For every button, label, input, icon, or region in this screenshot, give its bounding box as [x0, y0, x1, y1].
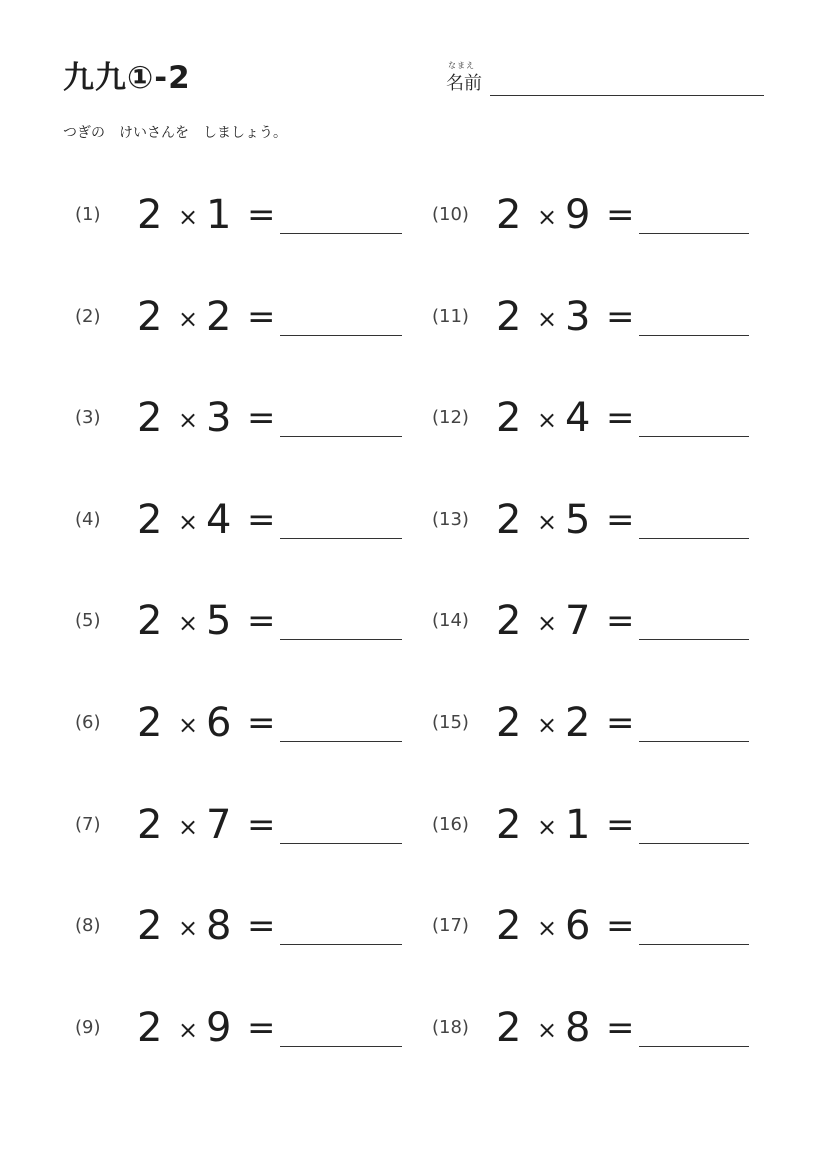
problem-multiplicand: 2 [496, 903, 522, 950]
equals-sign: = [606, 906, 635, 947]
equals-sign: = [247, 1007, 276, 1048]
problem-number: (13) [432, 508, 469, 530]
equals-sign: = [247, 398, 276, 439]
problem-item [434, 292, 764, 342]
equals-sign: = [606, 398, 635, 439]
answer-line[interactable] [280, 1046, 402, 1047]
problem-multiplier: 9 [565, 192, 591, 238]
instruction-text: つぎの けいさんを しましょう。 [63, 125, 287, 141]
name-label: 名前 [446, 73, 482, 94]
equals-sign: = [606, 1007, 635, 1048]
problem-multiplier: 1 [206, 192, 232, 238]
answer-line[interactable] [280, 233, 402, 234]
problem-item [75, 292, 405, 342]
multiply-sign: × [178, 203, 199, 231]
problem-number: (16) [432, 813, 469, 835]
problem-multiplicand: 2 [137, 395, 163, 442]
answer-line[interactable] [639, 233, 749, 234]
problem-multiplicand: 2 [137, 293, 163, 340]
problem-item [75, 698, 405, 748]
problem-number: (18) [432, 1016, 469, 1038]
equals-sign: = [247, 601, 276, 642]
multiply-sign: × [537, 203, 558, 231]
answer-line[interactable] [639, 843, 749, 844]
multiply-sign: × [537, 304, 558, 333]
equals-sign: = [247, 906, 276, 947]
answer-line[interactable] [639, 335, 749, 336]
equals-sign: = [606, 296, 635, 337]
problem-multiplicand: 2 [496, 192, 522, 238]
problem-number: (14) [432, 610, 469, 632]
problem-item [434, 495, 764, 545]
multiply-sign: × [178, 812, 199, 841]
equals-sign: = [247, 195, 276, 235]
problem-multiplier: 8 [206, 903, 232, 950]
multiply-sign: × [537, 711, 558, 739]
problem-multiplicand: 2 [496, 598, 522, 645]
answer-line[interactable] [280, 538, 402, 539]
problem-multiplier: 3 [565, 293, 591, 340]
problem-number: (12) [432, 407, 469, 429]
answer-line[interactable] [639, 741, 749, 742]
equals-sign: = [247, 703, 276, 743]
problem-item [75, 596, 405, 646]
answer-line[interactable] [639, 944, 749, 945]
problem-number: (2) [75, 305, 101, 327]
problem-number: (5) [75, 610, 101, 632]
problem-item [75, 901, 405, 951]
multiply-sign: × [178, 1015, 199, 1044]
equals-sign: = [247, 296, 276, 337]
multiply-sign: × [178, 711, 199, 739]
problem-item [75, 800, 405, 850]
multiply-sign: × [537, 1015, 558, 1044]
problem-item [434, 901, 764, 951]
equals-sign: = [606, 804, 635, 845]
multiply-sign: × [178, 914, 199, 943]
problem-number: (3) [75, 407, 101, 429]
problem-multiplicand: 2 [496, 395, 522, 442]
equals-sign: = [606, 499, 635, 540]
name-write-line[interactable] [490, 95, 764, 96]
problem-multiplicand: 2 [137, 192, 163, 238]
problem-multiplier: 4 [565, 395, 591, 442]
problem-item [434, 393, 764, 443]
problem-item [434, 596, 764, 646]
problem-multiplier: 1 [565, 801, 591, 848]
problem-multiplier: 7 [565, 598, 591, 645]
multiply-sign: × [537, 812, 558, 841]
equals-sign: = [606, 703, 635, 743]
problem-multiplicand: 2 [137, 496, 163, 543]
problem-item [434, 190, 764, 240]
answer-line[interactable] [280, 944, 402, 945]
name-ruby: なまえ [448, 61, 475, 70]
problem-multiplier: 7 [206, 801, 232, 848]
answer-line[interactable] [639, 538, 749, 539]
answer-line[interactable] [280, 436, 402, 437]
problem-multiplier: 5 [206, 598, 232, 645]
problem-item [75, 393, 405, 443]
problem-multiplier: 8 [565, 1004, 591, 1051]
problem-multiplicand: 2 [137, 700, 163, 746]
problem-multiplier: 2 [565, 700, 591, 746]
problem-multiplicand: 2 [496, 293, 522, 340]
equals-sign: = [606, 195, 635, 235]
multiply-sign: × [537, 406, 558, 435]
answer-line[interactable] [280, 741, 402, 742]
problem-multiplicand: 2 [137, 903, 163, 950]
equals-sign: = [247, 499, 276, 540]
problem-number: (1) [75, 204, 101, 225]
problem-multiplier: 2 [206, 293, 232, 340]
problem-number: (4) [75, 508, 101, 530]
problem-number: (7) [75, 813, 101, 835]
problem-number: (11) [432, 305, 469, 327]
multiply-sign: × [178, 406, 199, 435]
problem-number: (9) [75, 1016, 101, 1038]
problem-number: (8) [75, 915, 101, 937]
problem-multiplicand: 2 [137, 598, 163, 645]
problem-number: (17) [432, 915, 469, 937]
multiply-sign: × [178, 609, 199, 638]
problem-multiplier: 3 [206, 395, 232, 442]
answer-line[interactable] [280, 639, 402, 640]
multiply-sign: × [537, 914, 558, 943]
answer-line[interactable] [280, 843, 402, 844]
problem-multiplier: 9 [206, 1004, 232, 1051]
answer-line[interactable] [639, 1046, 749, 1047]
problem-multiplicand: 2 [496, 700, 522, 746]
problem-multiplier: 4 [206, 496, 232, 543]
problem-multiplicand: 2 [496, 801, 522, 848]
problem-item [75, 495, 405, 545]
problem-multiplicand: 2 [496, 1004, 522, 1051]
problem-number: (10) [432, 204, 469, 225]
problem-item [75, 1003, 405, 1053]
problem-multiplier: 6 [206, 700, 232, 746]
problem-number: (15) [432, 712, 469, 733]
problem-item [434, 800, 764, 850]
problem-multiplier: 5 [565, 496, 591, 543]
name-field [446, 60, 764, 98]
problem-item [434, 698, 764, 748]
equals-sign: = [606, 601, 635, 642]
multiply-sign: × [537, 507, 558, 536]
page-title: 九九①-2 [63, 60, 191, 96]
multiply-sign: × [537, 609, 558, 638]
problem-multiplicand: 2 [496, 496, 522, 543]
problem-item [75, 190, 405, 240]
problem-multiplicand: 2 [137, 1004, 163, 1051]
answer-line[interactable] [280, 335, 402, 336]
problem-item [434, 1003, 764, 1053]
problem-number: (6) [75, 712, 101, 733]
problem-multiplicand: 2 [137, 801, 163, 848]
multiply-sign: × [178, 304, 199, 333]
problem-multiplier: 6 [565, 903, 591, 950]
answer-line[interactable] [639, 436, 749, 437]
multiply-sign: × [178, 507, 199, 536]
answer-line[interactable] [639, 639, 749, 640]
equals-sign: = [247, 804, 276, 845]
